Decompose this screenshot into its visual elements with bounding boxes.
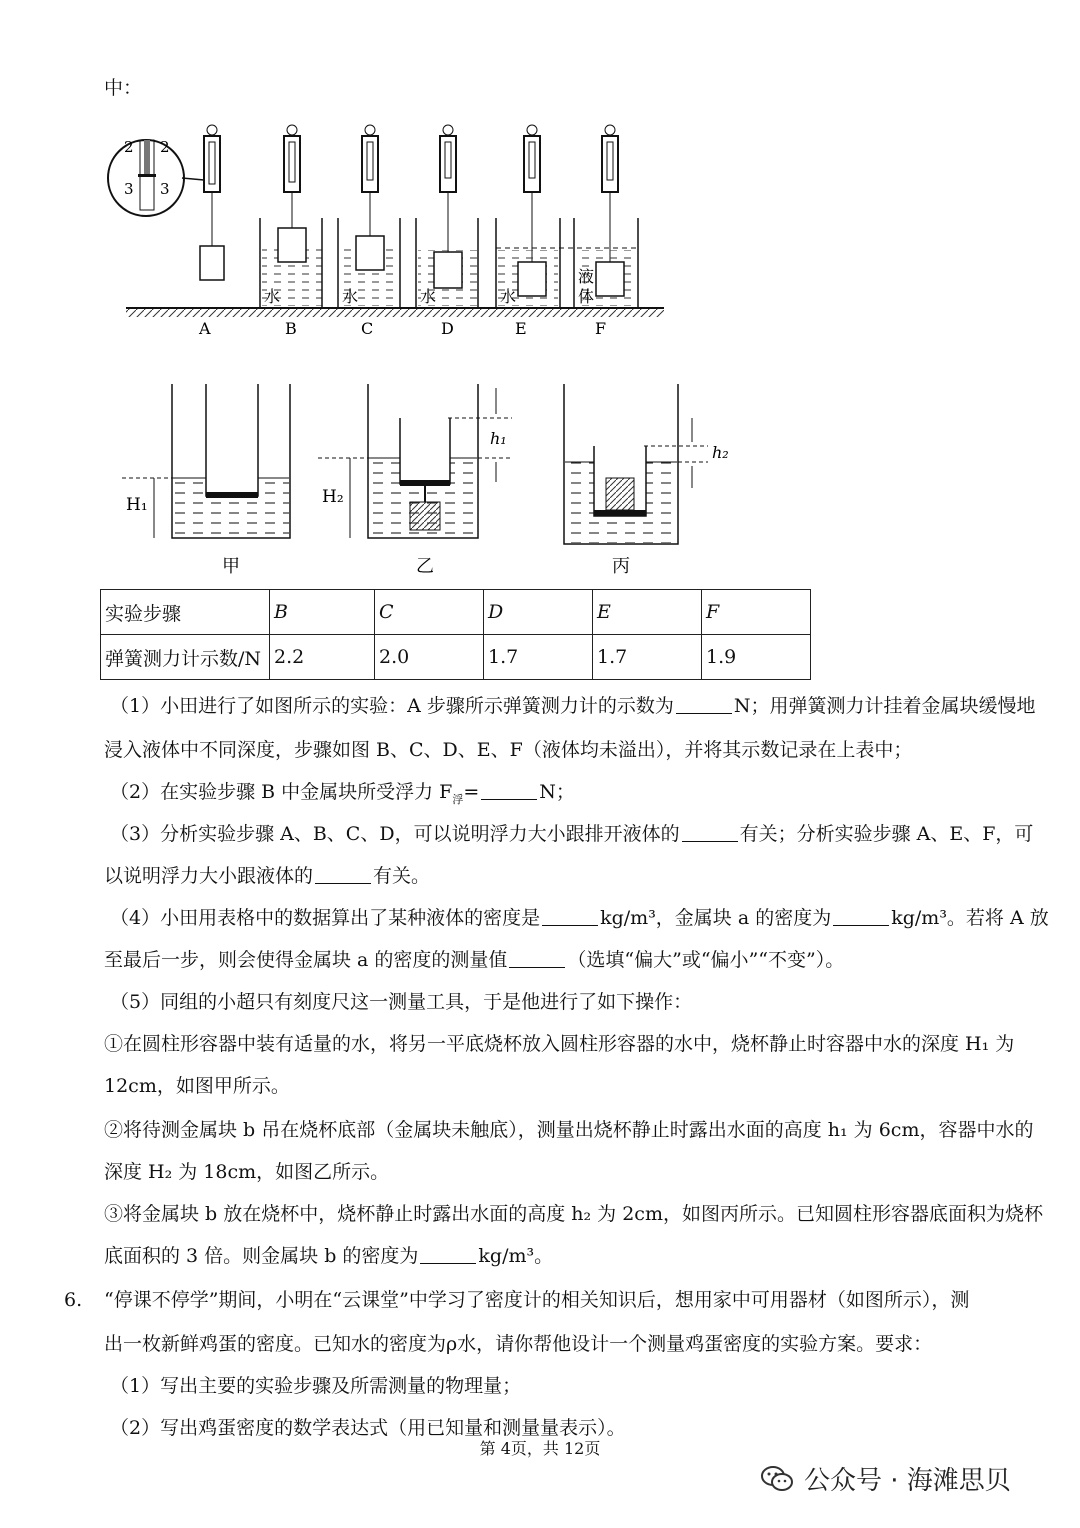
subscript: 浮: [452, 792, 464, 806]
answer-blank: [420, 1245, 476, 1264]
table-cell: 2.2: [270, 635, 375, 680]
q5-step3-cont: [104, 1242, 553, 1270]
scale-b: [260, 125, 322, 308]
h1-label: H₁: [126, 495, 148, 515]
table-cell: F: [702, 590, 811, 635]
answer-blank: [481, 781, 537, 800]
liquid-label: 水: [500, 287, 517, 306]
answer-blank: [676, 695, 732, 714]
step-label: E: [515, 319, 527, 338]
q6-line2: 出一枚新鲜鸡蛋的密度。已知水的密度为ρ水，请你帮他设计一个测量鸡蛋密度的实验方案。要求：: [104, 1333, 933, 1355]
caption-yi: 乙: [416, 556, 434, 577]
dial-tick: 2: [160, 138, 170, 156]
step-label: D: [441, 319, 454, 338]
text: （3）分析实验步骤 A、B、C、D，可以说明浮力大小跟排开液体的: [110, 823, 680, 845]
answer-blank: [509, 949, 565, 968]
q6-line4: （2）写出鸡蛋密度的数学表达式（用已知量和测量量表示）。: [110, 1417, 626, 1439]
text: N；: [539, 781, 575, 803]
text: kg/m³。若将 A 放: [891, 907, 1049, 929]
table-cell: 1.7: [593, 635, 702, 680]
caption-bing: 丙: [612, 556, 630, 577]
q6-line3: （1）写出主要的实验步骤及所需测量的物理量；: [110, 1375, 522, 1397]
q5-step2-cont: 深度 H₂ 为 18cm，如图乙所示。: [104, 1161, 390, 1183]
answer-blank: [315, 865, 371, 884]
dial-tick: 3: [124, 180, 134, 198]
step-label: B: [285, 319, 297, 338]
table-cell: D: [484, 590, 593, 635]
q5-part3: [110, 820, 1033, 848]
table-row: [101, 590, 811, 635]
q6-line1: “停课不停学”期间，小明在“云课堂”中学习了密度计的相关知识后，想用家中可用器材（如图所示），测: [104, 1289, 970, 1311]
q5-part4: [110, 904, 1049, 932]
liquid-label: 液: [578, 267, 595, 286]
q5-part2: [110, 778, 575, 814]
table-cell: 实验步骤: [101, 590, 270, 635]
header-fragment: 中：: [104, 77, 143, 99]
text: 至最后一步，则会使得金属块 a 的密度的测量值: [104, 949, 508, 971]
answer-blank: [833, 907, 889, 926]
text: N；用弹簧测力计挂着金属块缓慢地: [733, 695, 1036, 717]
table-row: [101, 635, 811, 680]
wechat-icon: [760, 1464, 794, 1494]
q5-part1-cont: 浸入液体中不同深度，步骤如图 B、C、D、E、F（液体均未溢出），并将其示数记录在上表中；: [104, 739, 913, 761]
text: kg/m³。: [478, 1245, 554, 1267]
text: （4）小田用表格中的数据算出了某种液体的密度是: [110, 907, 541, 929]
q5-step3: ③将金属块 b 放在烧杯中，烧杯静止时露出水面的高度 h₂ 为 2cm，如图丙所示。已知圆柱形容器底面积为烧杯: [104, 1203, 1043, 1225]
q5-step2: ②将待测金属块 b 吊在烧杯底部（金属块未触底），测量出烧杯静止时露出水面的高度 h₁ 为 6cm，容器中水的: [104, 1119, 1034, 1141]
step-label: A: [199, 319, 211, 338]
q5-step1: ①在圆柱形容器中装有适量的水，将另一平底烧杯放入圆柱形容器的水中，烧杯静止时容器中水的深度 H₁ 为: [104, 1033, 1015, 1055]
text: kg/m³，金属块 a 的密度为: [600, 907, 832, 929]
text: 底面积的 3 倍。则金属块 b 的密度为: [104, 1245, 419, 1267]
page-footer: 第 4页，共 12页: [479, 1439, 601, 1458]
table-cell: 1.9: [702, 635, 811, 680]
dial-tick: 3: [160, 180, 170, 198]
text: =: [463, 781, 480, 803]
watermark: [760, 1460, 1011, 1497]
text: 以说明浮力大小跟液体的: [104, 865, 314, 887]
text: （2）在实验步骤 B 中金属块所受浮力 F: [110, 781, 453, 803]
liquid-label: 水: [264, 287, 281, 306]
q5-part5: （5）同组的小超只有刻度尺这一测量工具，于是他进行了如下操作：: [110, 991, 693, 1013]
watermark-text: 公众号 · 海滩思贝: [804, 1466, 1011, 1496]
beaker-figure: [118, 378, 758, 578]
liquid-label: 水: [342, 287, 359, 306]
answer-blank: [682, 823, 738, 842]
liquid-label: 体: [578, 287, 595, 306]
spring-scale-figure: [104, 118, 674, 340]
text: （1）小田进行了如图所示的实验：A 步骤所示弹簧测力计的示数为: [110, 695, 674, 717]
container-jia: [122, 384, 290, 538]
step-label: C: [361, 319, 374, 338]
scale-a: [200, 125, 224, 280]
table-cell: C: [375, 590, 484, 635]
text: （选填“偏大”或“偏小”“不变”）。: [567, 949, 845, 971]
liquid-label: 水: [420, 287, 437, 306]
h2-label: H₂: [322, 487, 344, 507]
scale-c: [338, 125, 400, 308]
results-table: [100, 589, 811, 680]
q5-part3-cont: [104, 862, 430, 890]
step-label: F: [595, 319, 607, 338]
container-bing: [564, 384, 729, 544]
table-cell: 1.7: [484, 635, 593, 680]
table-cell: B: [270, 590, 375, 635]
q5-part1: [110, 692, 1036, 720]
answer-blank: [542, 907, 598, 926]
question-number: 6.: [64, 1289, 83, 1311]
h2-small-label: h₂: [712, 443, 729, 462]
q5-step1-cont: 12cm，如图甲所示。: [104, 1075, 290, 1097]
container-yi: [318, 384, 512, 538]
dial-tick: 2: [124, 138, 134, 156]
table-cell: 2.0: [375, 635, 484, 680]
q5-part4-cont: [104, 946, 844, 974]
h1-small-label: h₁: [490, 429, 507, 448]
text: 有关。: [373, 865, 431, 887]
text: 有关；分析实验步骤 A、E、F，可: [739, 823, 1034, 845]
table-cell: 弹簧测力计示数/N: [101, 635, 270, 680]
table-cell: E: [593, 590, 702, 635]
caption-jia: 甲: [222, 556, 240, 577]
scale-d: [416, 125, 478, 308]
